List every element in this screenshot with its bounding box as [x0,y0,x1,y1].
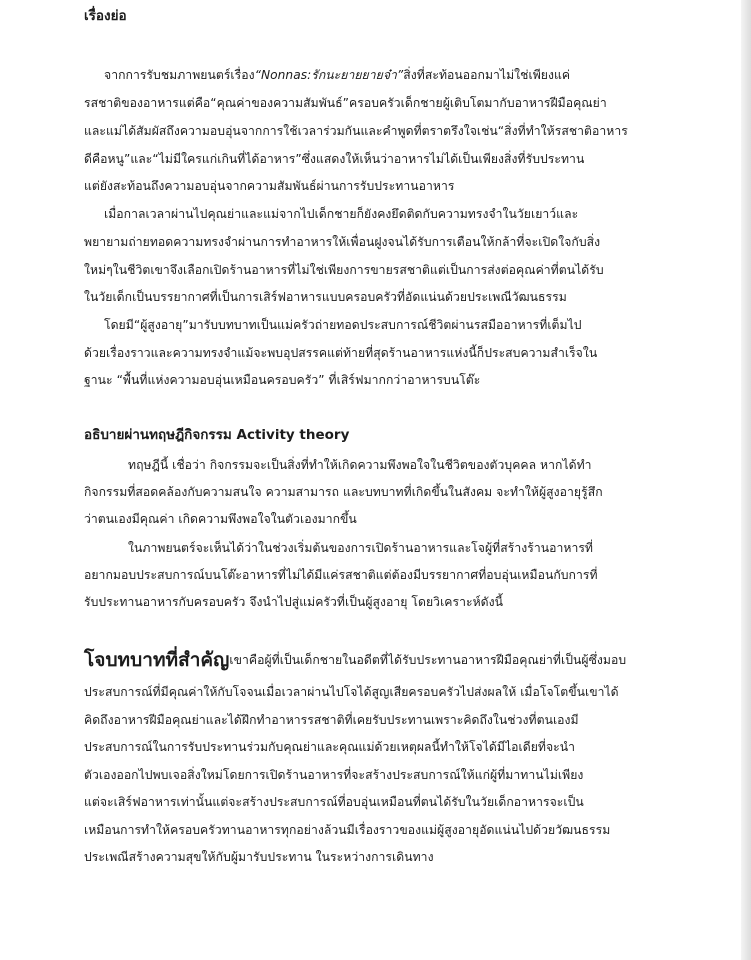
summary-line-2: รสชาติของอาหารแต่คือ“คุณค่าของความสัมพันธ์”ครอบครัวเด็กชายผู้เติบโตมากับอาหารฝีมือคุณย่า [84,96,607,110]
summary-line-5: แต่ยังสะท้อนถึงความอบอุ่นจากความสัมพันธ์ผ่านการรับประทานอาหาร [84,179,455,193]
theory-line-4: ในภาพยนตร์จะเห็นได้ว่าในช่วงเริ่มต้นของการเปิดร้านอาหารและโจผู้ที่สร้างร้านอาหารที่ [128,541,594,555]
movie-title: “Nonnas:รักนะยายยายจ๋า” [254,68,404,82]
role-line-3: คิดถึงอาหารฝีมือคุณย่าและได้ฝึกทำอาหารรสชาติที่เคยรับประทานเพราะคิดถึงในช่วงที่ตนเองมี [84,713,579,727]
theory-line-2: กิจกรรมที่สอดคล้องกับความสนใจ ความสามารถ และบทบาทที่เกิดขึ้นในสังคม จะทำให้ผู้สูงอายุรู้สึก [84,485,603,499]
theory-line-3: ว่าตนเองมีคุณค่า เกิดความพึงพอใจในตัวเองมากขึ้น [84,512,357,526]
role-line-1 [84,648,626,672]
summary-line-3: และแม่ได้สัมผัสถึงความอบอุ่นจากการใช้เวลาร่วมกันและคำพูดที่ตราตรึงใจเช่น“สิ่งที่ทำให้รสชาติอาหาร [84,124,628,138]
role-line-8: ประเพณีสร้างความสุขให้กับผู้มารับประทาน ในระหว่างการเดินทาง [84,850,434,864]
summary-line-6: เมื่อกาลเวลาผ่านไปคุณย่าและแม่จากไปเด็กชายก็ยังคงยึดติดกับความทรงจำในวัยเยาว์และ [104,207,579,221]
role-line-1-rest: เขาคือผู้ที่เป็นเด็กชายในอดีตที่ได้รับประทานอาหารฝีมือคุณย่าที่เป็นผู้ซึ่งมอบ [229,653,627,667]
summary-line-10: โดยมี“ผู้สูงอายุ”มารับบทบาทเป็นแม่ครัวถ่ายทอดประสบการณ์ชีวิตผ่านรสมืออาหารที่เต็มไป [104,318,582,332]
summary-line-7: พยายามถ่ายทอดความทรงจำผ่านการทำอาหารให้เพื่อนฝูงจนได้รับการเตือนให้กล้าที่จะเปิดใจกับสิ่ง [84,235,601,249]
page-edge-shadow [741,0,751,960]
role-line-4: ประสบการณ์ในการรับประทานร่วมกับคุณย่าและคุณแม่ด้วยเหตุผลนี้ทำให้โจได้มีไอเดียที่จะนำ [84,740,575,754]
role-line-2: ประสบการณ์ที่มีคุณค่าให้กับโจจนเมื่อเวลาผ่านไปโจได้สูญเสียครอบครัวไปส่งผลให้ เมื่อโจโตขึ้นเขาได้ [84,685,619,699]
summary-line-11: ด้วยเรื่องราวและความทรงจำแม้จะพบอุปสรรคแต่ท้ายที่สุดร้านอาหารแห่งนี้ก็ประสบความสำเร็จใน [84,346,598,360]
summary-line-1-post: สิ่งที่สะท้อนออกมาไม่ใช่เพียงแค่ [403,68,571,82]
summary-line-1-pre: จากการรับชมภาพยนตร์เรื่อง [104,68,255,82]
theory-heading: อธิบายผ่านทฤษฎีกิจกรรม Activity theory [84,427,350,443]
summary-line-8: ใหม่ๆในชีวิตเขาจึงเลือกเปิดร้านอาหารที่ไม่ใช่เพียงการขายรสชาติแต่เป็นการส่งต่อคุณค่าที่ตนได้รับ [84,263,604,277]
role-line-5: ตัวเองออกไปพบเจอสิ่งใหม่โดยการเปิดร้านอาหารที่จะสร้างประสบการณ์ให้แก่ผู้ที่มาทานไม่เพียง [84,768,584,782]
theory-line-1: ทฤษฎีนี้ เชื่อว่า กิจกรรมจะเป็นสิ่งที่ทำให้เกิดความพึงพอใจในชีวิตของตัวบุคคล หากได้ทำ [128,458,592,472]
summary-line-4: ดีคือหนู”และ“ไม่มีใครแก่เกินที่ได้อาหาร”ซึ่งแสดงให้เห็นว่าอาหารไม่ได้เป็นเพียงสิ่งที่รับประทาน [84,152,585,166]
theory-line-6: รับประทานอาหารกับครอบครัว จึงนำไปสู่แม่ครัวที่เป็นผู้สูงอายุ โดยวิเคราะห์ดังนี้ [84,595,504,609]
summary-heading: เรื่องย่อ [84,8,127,24]
summary-line-12: ฐานะ “พื้นที่แห่งความอบอุ่นเหมือนครอบครัว” ที่เสิร์ฟมากกว่าอาหารบนโต๊ะ [84,373,481,387]
theory-line-5: อยากมอบประสบการณ์บนโต๊ะอาหารที่ไม่ได้มีแค่รสชาติแต่ต้องมีบรรยากาศที่อบอุ่นเหมือนกับการที่ [84,568,598,582]
role-lead-heading: โจบทบาทที่สำคัญ [84,649,230,671]
summary-line-1 [104,66,570,84]
summary-line-9: ในวัยเด็กเป็นบรรยากาศที่เป็นการเสิร์ฟอาหารแบบครอบครัวที่อัดแน่นด้วยประเพณีวัฒนธรรม [84,290,567,304]
role-line-6: แต่จะเสิร์ฟอาหารเท่านั้นแต่จะสร้างประสบการณ์ที่อบอุ่นเหมือนที่ตนได้รับในวัยเด็กอาหารจะเป็น [84,795,584,809]
role-line-7: เหมือนการทำให้ครอบครัวทานอาหารทุกอย่างล้วนมีเรื่องราวของแม่ผู้สูงอายุอัดแน่นไปด้วยวัฒนธรรม [84,823,611,837]
